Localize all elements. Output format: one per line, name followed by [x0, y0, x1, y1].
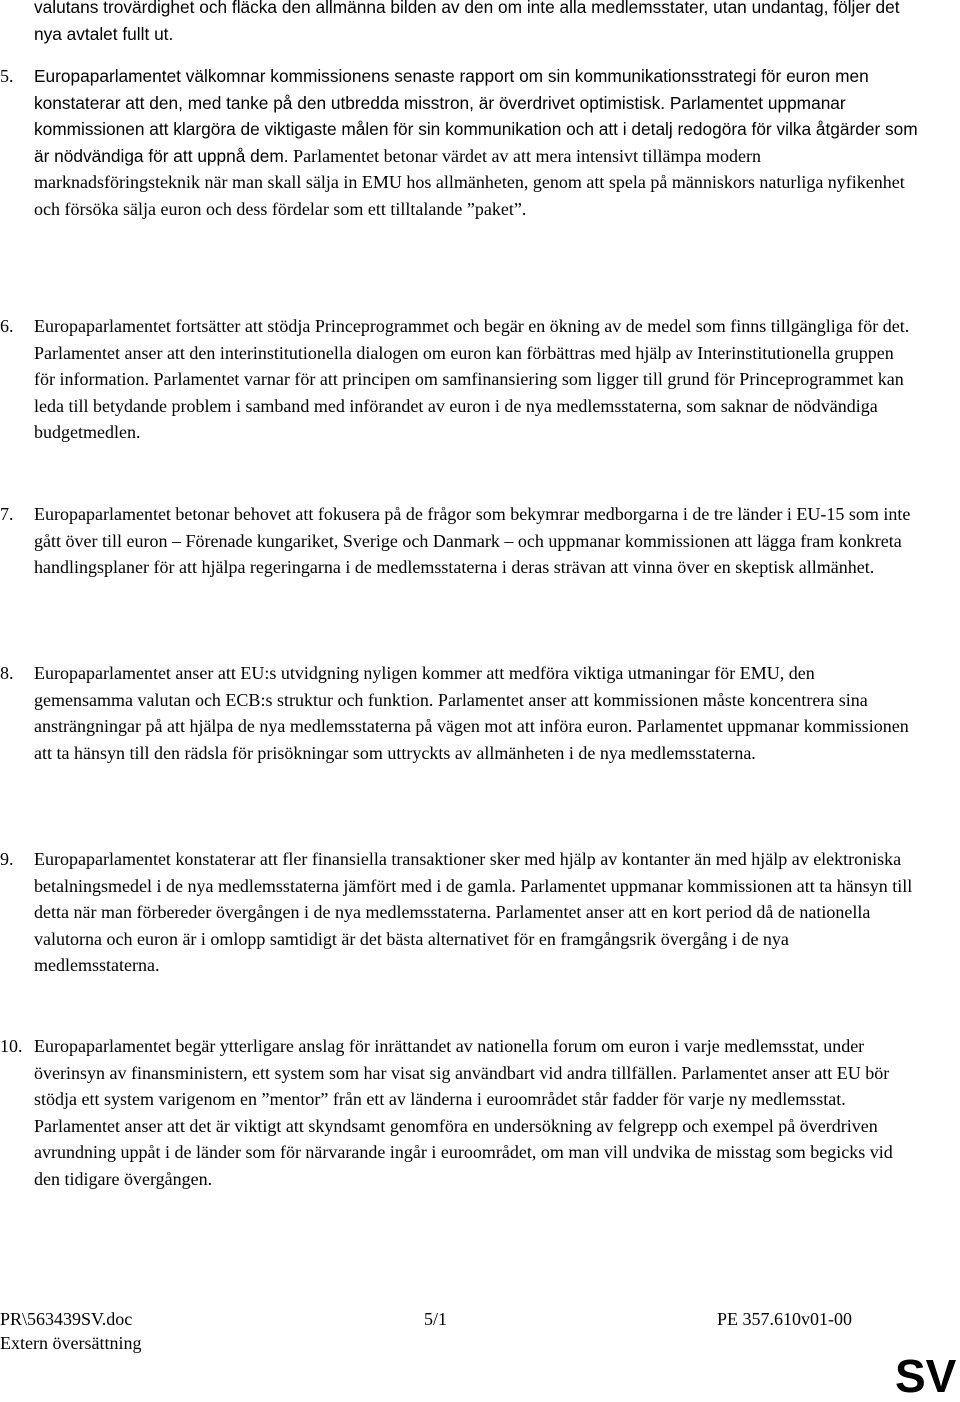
paragraph-7 [0, 501, 918, 581]
paragraph-number: 10. [0, 1036, 23, 1056]
paragraph-text-serif: Parlamentet betonar värdet av att mera intensivt tillämpa modern marknadsföringsteknik när man skall sälja in EMU hos allmänheten, genom att spela på människors naturliga nyfikenhet och försöka sälja euron och dess fördelar som ett tilltalande ”paket”. [34, 145, 905, 219]
paragraph-number: 5. [0, 66, 14, 86]
document-reference: PR\563439SV.doc [0, 1309, 133, 1329]
paragraph-6 [0, 313, 918, 446]
paragraph-text [34, 63, 918, 222]
pe-reference: PE 357.610v01-00 [717, 1309, 852, 1329]
page-number: 5/1 [424, 1309, 448, 1329]
paragraph-number: 6. [0, 316, 14, 336]
paragraph-text: Europaparlamentet anser att EU:s utvidgning nyligen kommer att medföra viktiga utmaningar för EMU, den gemensamma valutan och ECB:s struktur och funktion. Parlamentet anser att kommissionen måste koncentrera sina ansträngningar på att hjälpa de nya medlemsstaterna på vägen mot att införa euron. Parlamentet uppmanar kommissionen att ta hänsyn till den rädsla för prisökningar som uttryckts av allmänheten i de nya medlemsstaterna. [34, 663, 909, 763]
paragraph-number: 9. [0, 849, 14, 869]
paragraph-number: 8. [0, 663, 14, 683]
paragraph-text: Europaparlamentet begär ytterligare anslag för inrättandet av nationella forum om euron i varje medlemsstat, under överinsyn av finansministern, ett system som har visat sig användbart vid andra tillfällen. Parlamentet anser att EU bör stödja ett system varigenom en ”mentor” från ett av länderna i euroområdet står fadder för varje ny medlemsstat. Parlamentet anser att det är viktigt att skyndsamt genomföra en undersökning av felgrepp och exempel på överdriven avrundning uppåt i de länder som för närvarande ingår i euroområdet, om man vill undvika de misstag som begicks vid den tidigare övergången. [34, 1036, 893, 1189]
translation-note: Extern översättning [0, 1333, 142, 1353]
paragraph-text: Europaparlamentet betonar behovet att fokusera på de frågor som bekymrar medborgarna i de tre länder i EU-15 som inte gått över till euron – Förenade kungariket, Sverige och Danmark – och uppmanar kommissionen att lägga fram konkreta handlingsplaner för att hjälpa regeringarna i de medlemsstaterna i deras strävan att vinna över en skeptisk allmänhet. [34, 504, 911, 577]
paragraph-text: Europaparlamentet konstaterar att fler finansiella transaktioner sker med hjälp av kontanter än med hjälp av elektroniska betalningsmedel i de nya medlemsstaterna jämfört med i de gamla. Parlamentet uppmanar kommissionen att ta hänsyn till detta när man förbereder övergången i de nya medlemsstaterna. Parlamentet anser att en kort period då de nationella valutorna och euron är i omlopp samtidigt är det bästa alternativet för en framgångsrik övergång i de nya medlemsstaterna. [34, 849, 913, 975]
language-code: SV [895, 1350, 957, 1402]
paragraph-text: Europaparlamentet fortsätter att stödja Princeprogrammet och begär en ökning av de medel som finns tillgängliga för det. Parlamentet anser att den interinstitutionella dialogen om euron kan förbättras med hjälp av Interinstitutionella gruppen för information. Parlamentet varnar för att principen om samfinansiering som ligger till grund för Princeprogrammet kan leda till betydande problem i samband med införandet av euron i de nya medlemsstaterna, som saknar de nödvändiga budgetmedlen. [34, 316, 910, 442]
paragraph-number: 7. [0, 504, 14, 524]
paragraph-text-sans: Europaparlamentet välkomnar kommissionens senaste rapport om sin kommunikationsstrategi för euron men konstaterar att den, med tanke på den utbredda misstron, är överdrivet optimistisk. Parlamentet uppmanar kommissionen att klargöra de viktigaste målen för sin kommunikation och att i detalj redogöra för vilka åtgärder som är nödvändiga för att uppnå dem. [34, 66, 918, 166]
paragraph-10 [0, 1033, 918, 1192]
paragraph-8 [0, 660, 918, 766]
continuation-text: valutans trovärdighet och fläcka den allmänna bilden av den om inte alla medlemsstater, utan undantag, följer det nya avtalet fullt ut. [34, 0, 900, 44]
paragraph-5 [0, 63, 918, 222]
paragraph-9 [0, 846, 918, 979]
